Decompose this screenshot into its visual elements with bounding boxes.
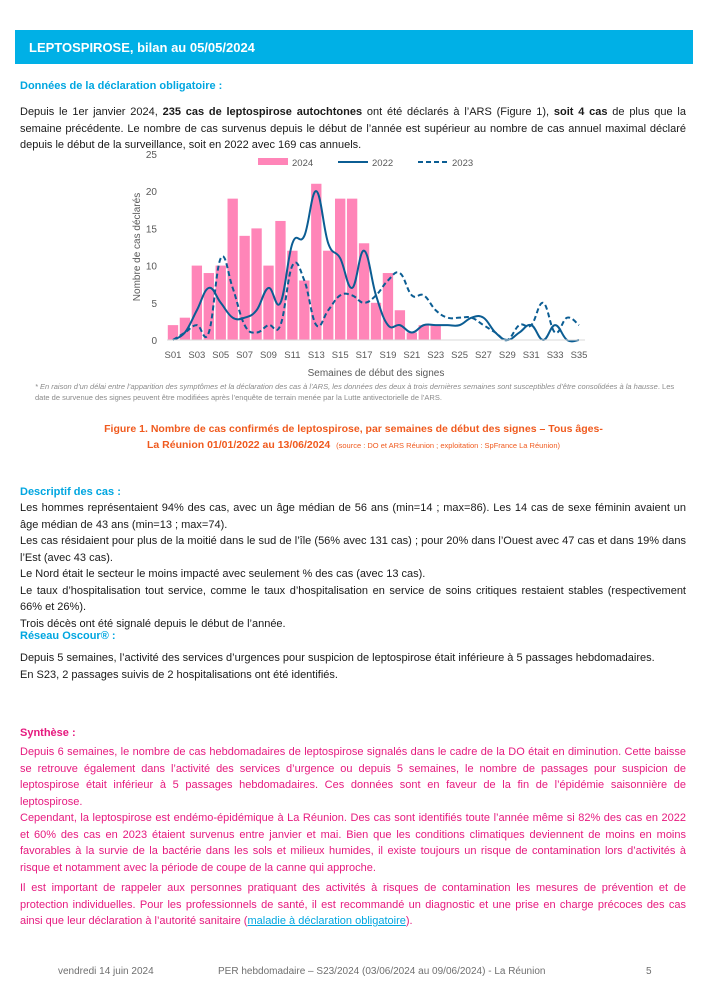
bar-2024-S09: [263, 266, 273, 340]
x-tick-label: S07: [236, 350, 254, 361]
footnote-text: . Les date de survenue des signes peuvent être modifiées après l’enquête de terrain menée par la Lutte antivectorielle de l’ARS.: [35, 382, 675, 402]
bold-text: 235 cas de leptospirose autochtones: [162, 106, 363, 118]
section-title-synthese: Synthèse :: [20, 727, 76, 739]
chart-footnote: [35, 381, 675, 403]
x-tick-label: S29: [498, 350, 516, 361]
x-tick-label: S01: [164, 350, 182, 361]
x-tick-label: S27: [475, 350, 492, 361]
bar-2024-S08: [251, 228, 261, 340]
synthese-paragraph: Depuis 6 semaines, le nombre de cas hebdomadaires de leptospirose signalés dans le cadre de la DO était en diminution. Cette baisse se retrouve également dans l’activité des services d’urgence ou depuis 5 semaines, le nombre de passages pour suspicion de leptospirose était inférieur à 5 passages hebdomadaires. Ces données sont en faveur de la fin de l’épidémie saisonnière de leptospirose.: [20, 746, 686, 808]
synthese-body: [20, 744, 686, 876]
footer-title: PER hebdomadaire – S23/2024 (03/06/2024 au 09/06/2024) - La Réunion: [218, 966, 546, 977]
page-title: LEPTOSPIROSE, bilan au 05/05/2024: [29, 39, 255, 55]
footnote-italic: * En raison d’un délai entre l’apparition des symptômes et la déclaration des cas à l’ARS, les données des deux à trois dernières semaines sont susceptibles d’être consolidées à la hausse: [35, 382, 658, 391]
x-tick-label: S03: [188, 350, 206, 361]
oscour-line: Depuis 5 semaines, l’activité des services d’urgences pour suspicion de leptospirose était inférieure à 5 passages hebdomadaires.: [20, 652, 655, 664]
oscour-line: En S23, 2 passages suivis de 2 hospitalisations ont été identifiés.: [20, 668, 338, 681]
synthese-paragraph: Cependant, la leptospirose est endémo-épidémique à La Réunion. Des cas sont identifiés toute l’année même si 82% des cas en 2022 et 60% des cas en 2023 étaient survenus entre janvier et mai. Bien que les conditions climatiques deviennent de moins en moins favorables à la survie de la bactérie dans les sols et milieux humides, il existe toujours un risque de contamination lors d’activités à risque et notamment avec la période de coupe de la canne qui approche.: [20, 812, 686, 874]
y-tick-label: 15: [145, 224, 157, 236]
legend-label-2022: 2022: [372, 158, 394, 169]
y-tick-label: 5: [151, 298, 157, 310]
descriptif-line: Les hommes représentaient 94% des cas, avec un âge médian de 56 ans (min=14 ; max=86). Les 14 cas de sexe féminin avaient un âge médian de 43 ans (min=13 ; max=74).: [20, 502, 686, 531]
text: ).: [405, 915, 413, 927]
x-tick-label: S15: [331, 350, 349, 361]
descriptif-body: [20, 500, 686, 632]
bar-2024-S12: [299, 280, 309, 340]
x-tick-label: S23: [427, 350, 445, 361]
y-tick-label: 10: [145, 261, 157, 273]
mdo-link[interactable]: maladie à déclaration obligatoire: [247, 915, 406, 927]
figure-caption-line1: Figure 1. Nombre de cas confirmés de leptospirose, par semaines de début des signes – Tous âges-: [104, 423, 603, 435]
x-tick-label: S19: [379, 350, 397, 361]
bar-2024-S23: [431, 325, 441, 340]
descriptif-line: Le taux d’hospitalisation tout service, comme le taux d’hospitalisation en service de soins critiques restaient stables (respectivement 66% et 26%).: [20, 584, 686, 613]
x-tick-label: S13: [307, 350, 325, 361]
header-bar: [15, 30, 693, 64]
x-tick-label: S25: [451, 350, 469, 361]
legend-swatch-2024: [258, 158, 288, 165]
bar-2024-S14: [323, 251, 333, 340]
y-tick-label: 25: [145, 150, 157, 161]
x-tick-label: S21: [403, 350, 421, 361]
synthese-recommendation: [20, 880, 686, 930]
descriptif-line: Le Nord était le secteur le moins impacté avec seulement % des cas (avec 13 cas).: [20, 568, 426, 580]
text: Depuis le 1er janvier 2024,: [20, 106, 163, 118]
bar-2024-S16: [347, 199, 357, 340]
bar-2024-S21: [407, 333, 417, 340]
chart-figure-1: [110, 140, 610, 380]
chart-svg: [110, 140, 610, 380]
section-title-descriptif: Descriptif des cas :: [20, 486, 121, 498]
bar-2024-S07: [239, 236, 249, 340]
x-axis-title: Semaines de début des signes: [307, 368, 445, 379]
caption-period: La Réunion 01/01/2022 au 13/06/2024: [147, 439, 331, 451]
oscour-body: [20, 650, 686, 683]
legend-label-2024: 2024: [292, 158, 314, 169]
descriptif-line: Trois décès ont été signalé depuis le début de l’année.: [20, 617, 286, 630]
descriptif-line: Les cas résidaient pour plus de la moitié dans le sud de l’île (56% avec 131 cas) ; pour 20% dans l’Ouest avec 47 cas et dans 19% dans l’Est (avec 43 cas).: [20, 535, 686, 564]
x-tick-label: S33: [546, 350, 564, 361]
text: de plus que la semaine précédente. Le nombre de cas survenus depuis le début de l’année est supérieur au nombre de cas annuel maximal déclaré depuis le début de la surveillance, soit en 2022 avec 169 cas annuels.: [20, 106, 686, 151]
footer-date: vendredi 14 juin 2024: [58, 966, 154, 977]
figure-caption-line2: [0, 439, 707, 451]
section-title-oscour: Réseau Oscour® :: [20, 630, 116, 642]
text: Il est important de rappeler aux personnes pratiquant des activités à risques de contamination les mesures de prévention et de protection individuelles. Pour les professionnels de santé, il est recommandé un diagnostic et une prise en charge précoces des cas ainsi que leur déclaration à l’autorité sanitaire (: [20, 882, 686, 927]
caption-source: (source : DO et ARS Réunion ; exploitation : SpFrance La Réunion): [336, 441, 560, 450]
x-tick-label: S09: [260, 350, 277, 361]
x-tick-label: S05: [212, 350, 230, 361]
x-tick-label: S31: [522, 350, 540, 361]
legend-label-2023: 2023: [452, 158, 474, 169]
bold-text: soit 4 cas: [553, 106, 608, 118]
x-tick-label: S11: [284, 350, 301, 361]
x-tick-label: S35: [570, 350, 588, 361]
text: ont été déclarés à l’ARS (Figure 1),: [362, 106, 554, 118]
x-tick-label: S17: [355, 350, 373, 361]
section-title-do: Données de la déclaration obligatoire :: [20, 80, 223, 92]
y-tick-label: 20: [145, 187, 157, 199]
footer-page-number: 5: [646, 966, 652, 977]
y-axis-title: Nombre de cas déclarés: [132, 192, 143, 302]
y-tick-label: 0: [151, 336, 157, 347]
